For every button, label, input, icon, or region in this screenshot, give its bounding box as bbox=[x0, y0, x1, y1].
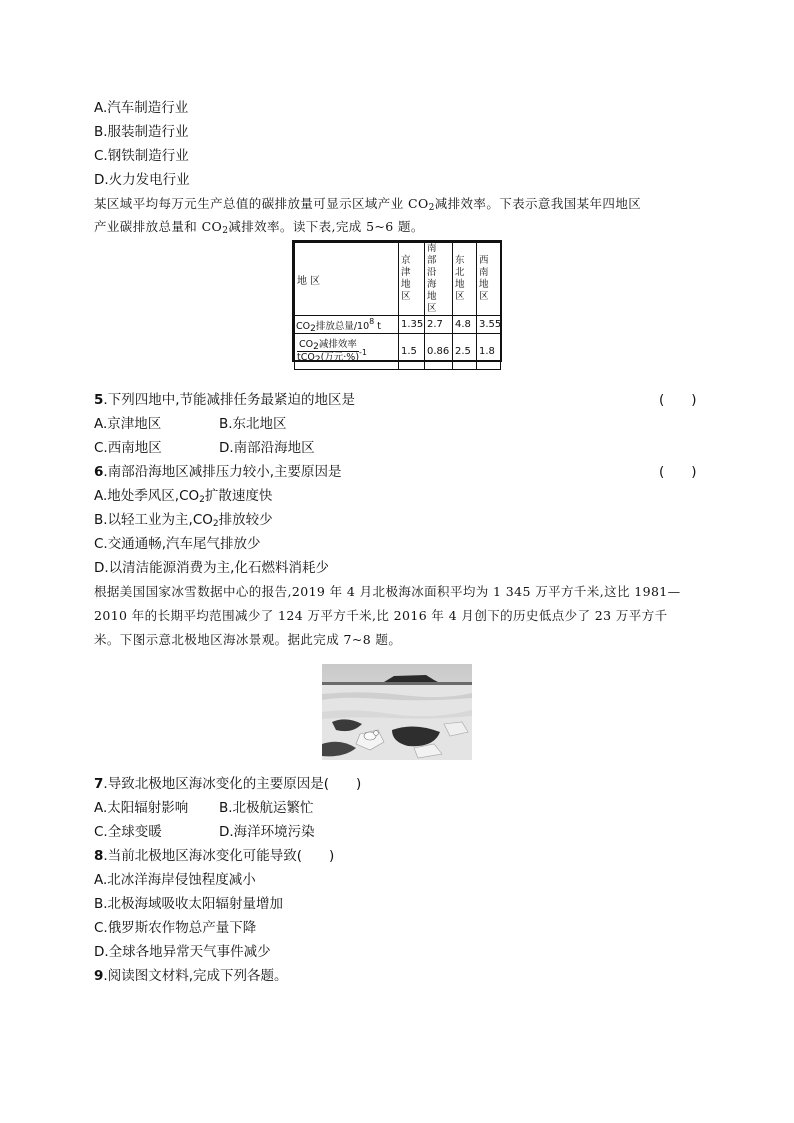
table-cell: 1.35 bbox=[399, 316, 425, 334]
q8-option-a: A.北冰洋海岸侵蚀程度减小 bbox=[94, 872, 256, 888]
table-cell: 2.5 bbox=[453, 334, 477, 370]
table-region-header: 西南地区 bbox=[477, 243, 501, 316]
q6-option-b: B.以轻工业为主$,CO_2$排放较少 bbox=[94, 512, 273, 529]
option-d: D.火力发电行业 bbox=[94, 172, 190, 188]
question-9: 9.阅读图文材料,完成下列各题。 bbox=[94, 968, 288, 984]
q8-option-d: D.全球各地异常天气事件减少 bbox=[94, 944, 271, 960]
table-region-header: 东北地区 bbox=[453, 243, 477, 316]
table-header-label: 地 区 bbox=[295, 243, 399, 316]
question-8: 8.当前北极地区海冰变化可能导致( ) bbox=[94, 848, 335, 864]
table-cell: 2.7 bbox=[425, 316, 453, 334]
emission-table bbox=[292, 240, 502, 365]
table-header-row bbox=[295, 243, 501, 316]
table-cell: 1.5 bbox=[399, 334, 425, 370]
option-b: B.服装制造行业 bbox=[94, 124, 189, 140]
table-region-header: 南部沿海地区 bbox=[425, 243, 453, 316]
q6-option-a: A.地处季风区$,CO_2$扩散速度快 bbox=[94, 488, 273, 505]
answer-blank: ( ) bbox=[659, 464, 697, 480]
q8-option-b: B.北极海域吸收太阳辐射量增加 bbox=[94, 896, 284, 912]
q7-options-row1: A.太阳辐射影响 B.北极航运繁忙 bbox=[94, 800, 314, 816]
passage2-line3: 米。下图示意北极地区海冰景观。据此完成 7~8 题。 bbox=[94, 632, 402, 647]
arctic-sea-ice-photo bbox=[322, 664, 472, 760]
table-cell: 3.55 bbox=[477, 316, 501, 334]
option-c: C.钢铁制造行业 bbox=[94, 148, 189, 164]
option-a: A.汽车制造行业 bbox=[94, 100, 189, 116]
q5-options-row2: C.西南地区 D.南部沿海地区 bbox=[94, 440, 315, 456]
answer-blank: ( ) bbox=[659, 392, 697, 408]
passage1-line2: 产业碳排放总量和 $CO_2$减排效率。读下表,完成 5~6 题。 bbox=[94, 219, 424, 236]
q8-option-c: C.俄罗斯农作物总产量下降 bbox=[94, 920, 257, 936]
q7-options-row2: C.全球变暖 D.海洋环境污染 bbox=[94, 824, 315, 840]
table-row-label: $CO_2$减排效率 tCO$_2$(万元·%)$^{-1}$ bbox=[295, 334, 399, 370]
table-cell: 4.8 bbox=[453, 316, 477, 334]
table-row-label: $CO_2$排放总量$/10^8$ t bbox=[295, 316, 399, 334]
question-6: 6.南部沿海地区减排压力较小,主要原因是 ( ) bbox=[94, 464, 697, 480]
question-5: 5.下列四地中,节能减排任务最紧迫的地区是 ( ) bbox=[94, 392, 697, 408]
table-region-header: 京津地区 bbox=[399, 243, 425, 316]
passage2-line2: 2010 年的长期平均范围减少了 124 万平方千米,比 2016 年 4 月创下的历史低点少了 23 万平方千 bbox=[94, 608, 668, 623]
question-7: 7.导致北极地区海冰变化的主要原因是( ) bbox=[94, 776, 362, 792]
passage1-line1: 某区域平均每万元生产总值的碳排放量可显示区域产业 $CO_2$减排效率。下表示意我国某年四地区 bbox=[94, 196, 642, 213]
q6-option-d: D.以清洁能源消费为主,化石燃料消耗少 bbox=[94, 560, 329, 576]
table-cell: 0.86 bbox=[425, 334, 453, 370]
table-row bbox=[295, 334, 501, 370]
q6-option-c: C.交通通畅,汽车尾气排放少 bbox=[94, 536, 261, 552]
table-cell: 1.8 bbox=[477, 334, 501, 370]
q5-options-row1: A.京津地区 B.东北地区 bbox=[94, 416, 287, 432]
table-row bbox=[295, 316, 501, 334]
passage2-line1: 根据美国国家冰雪数据中心的报告,2019 年 4 月北极海冰面积平均为 1 345 万平方千米,这比 1981— bbox=[94, 584, 681, 599]
